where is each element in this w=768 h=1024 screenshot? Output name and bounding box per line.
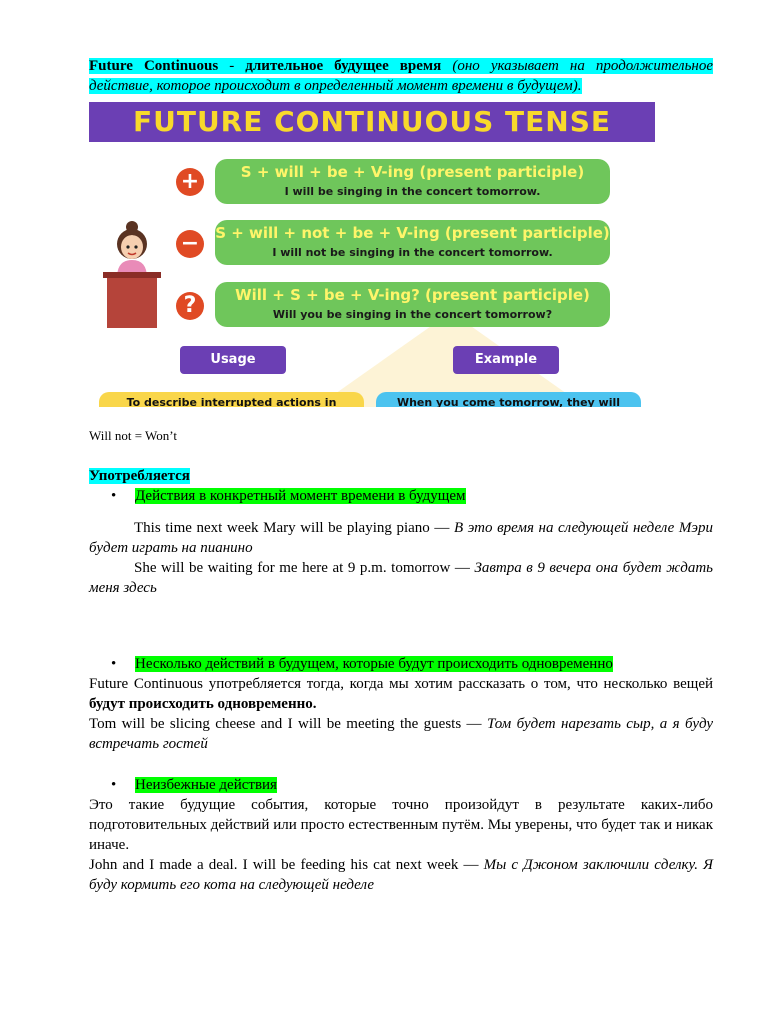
- intro-dash: -: [218, 58, 246, 74]
- question-icon: ?: [176, 292, 204, 320]
- negative-formula: S + will + not + be + V-ing (present participle): [215, 224, 610, 242]
- infographic-title: FUTURE CONTINUOUS TENSE: [132, 105, 611, 138]
- intro-note: (оно указывает на продолжительное действие, которое происходит в определенный момент времени в будущем).: [89, 58, 714, 94]
- section3-text: Это такие будущие события, которые точно произойдут в результате каких-либо подготовительных действий или просто естественным путём. Мы уверены, что будет так и никак иначе.: [89, 797, 713, 853]
- affirmative-example: I will be singing in the concert tomorrow.: [284, 185, 541, 198]
- section2-example: Tom will be slicing cheese and I will be meeting the guests — Том будет нарезать сыр, а я буду встречать гостей: [89, 716, 713, 752]
- question-formula: Will + S + be + V-ing? (present participle): [235, 286, 590, 304]
- intro-title-ru: длительное будущее время: [245, 58, 442, 74]
- usage-label: Usage: [180, 346, 286, 374]
- example-strip: When you come tomorrow, they will: [376, 392, 641, 407]
- usage-heading-line: [89, 466, 713, 486]
- wont-note: Will not = Won’t: [89, 428, 177, 443]
- intro-paragraph: [89, 56, 713, 96]
- teacher-illustration: [103, 220, 161, 328]
- section2-text: Future Continuous употребляется тогда, когда мы хотим рассказать о том, что несколько вещей будут происходить одновременно.: [89, 676, 713, 712]
- section2-list: [89, 654, 713, 674]
- section2-bullet: • Несколько действий в будущем, которые будут происходить одновременно: [89, 654, 713, 674]
- usage-strip: To describe interrupted actions in: [99, 392, 364, 407]
- example-label: Example: [453, 346, 559, 374]
- section1-example2: She will be waiting for me here at 9 p.m. tomorrow — Завтра в 9 вечера она будет ждать меня здесь: [89, 560, 714, 596]
- minus-icon: −: [176, 230, 204, 258]
- future-continuous-infographic: [89, 102, 713, 407]
- section1-example1: This time next week Mary will be playing piano — В это время на следующей неделе Мэри будет играть на пианино: [89, 520, 713, 556]
- question-formula-box: [215, 282, 610, 327]
- affirmative-formula: S + will + be + V-ing (present participle): [240, 163, 585, 181]
- negative-formula-box: [215, 220, 610, 265]
- section3-bullet: • Неизбежные действия: [89, 775, 713, 795]
- plus-icon: +: [176, 168, 204, 196]
- intro-title-en: Future Continuous: [89, 58, 219, 74]
- affirmative-formula-box: [215, 159, 610, 204]
- document-body: [89, 56, 713, 895]
- section1-list: [89, 486, 713, 506]
- section3-example: John and I made a deal. I will be feeding his cat next week — Мы с Джоном заключили сделку. Я буду кормить его кота на следующей неделе: [89, 857, 713, 893]
- question-example: Will you be singing in the concert tomorrow?: [272, 308, 553, 321]
- negative-example: I will not be singing in the concert tomorrow.: [272, 246, 553, 259]
- usage-heading: Употребляется: [89, 468, 190, 484]
- section3-list: [89, 775, 713, 795]
- section1-bullet: • Действия в конкретный момент времени в будущем: [89, 486, 713, 506]
